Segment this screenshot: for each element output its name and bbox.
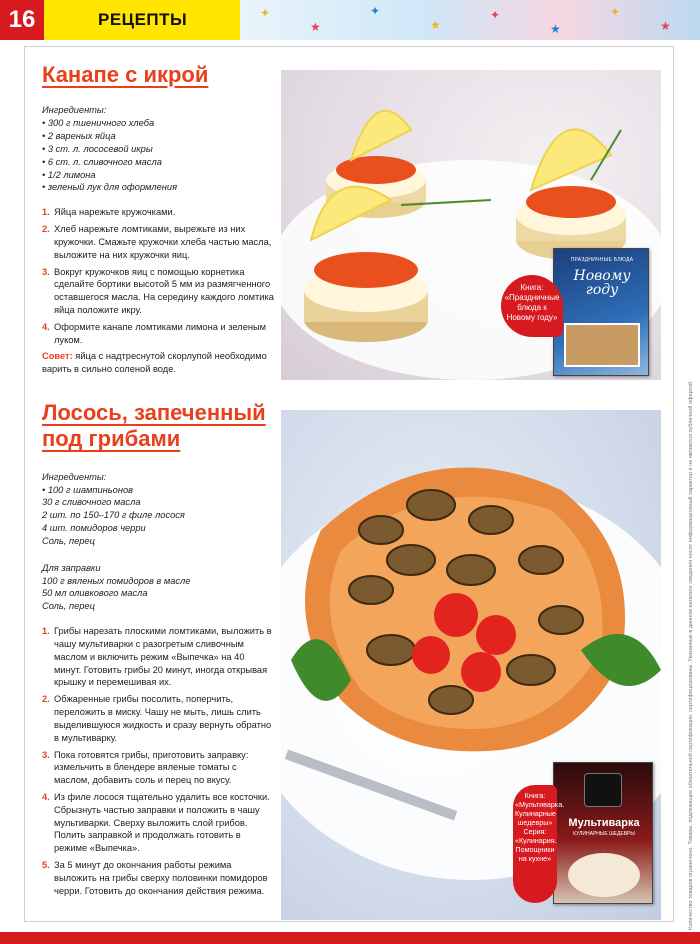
recipe2-ingredients-label: Ингредиенты: [42,471,107,482]
star-icon: ★ [430,18,441,32]
step-item: 3. Вокруг кружочков яиц с помощью корнетика сделайте бортики высотой 5 мм из размягченного оставшегося масла. На середину каждого ломтика яйца положите икру. [42,266,274,315]
recipe2-title-line1: Лосось, запеченный [42,400,266,425]
star-icon: ✦ [260,6,271,20]
ingredient-item: • 3 ст. л. лососевой икры [42,143,274,156]
ingredient-item: 30 г сливочного масла [42,497,141,508]
ingredient-item: 2 шт. по 150–170 г филе лосося [42,510,185,521]
recipe1-advice [42,350,274,376]
book-cover-art [564,323,640,367]
recipe1-title: Канапе с икрой [42,62,209,87]
ingredient-item: • 300 г пшеничного хлеба [42,117,274,130]
footer-bar [0,932,700,944]
book-caption-2: Книга: «Мультиварка. Кулинарные шедевры» Серия: «Кулинария. Помощники на кухне» [513,785,557,903]
star-icon: ✦ [370,4,381,18]
step-item: 1. Яйца нарежьте кружочками. [42,207,176,218]
step-item: 4. Из филе лосося тщательно удалить все косточки. Сбрызнуть частью заправки и положить в чашу мультиварки. Сверху выложить слой грибов. Полить заправкой и продолжать готовить в режиме «Выпечка». [42,792,270,854]
canape-photo [281,70,661,380]
star-icon: ★ [550,22,561,36]
multicooker-icon [584,773,622,807]
recipe2-sauce [42,575,274,613]
page-number: 16 [0,0,44,40]
section-title: РЕЦЕПТЫ [98,10,188,29]
recipe2-ingredients [42,484,274,548]
book-cover-sub: КУЛИНАРНЫЕ ШЕДЕВРЫ [573,831,635,837]
recipe2-steps [42,625,274,898]
step-item: 4. Оформите канапе ломтиками лимона и зеленым луком. [42,321,267,345]
recipe1-ingredients [42,117,274,194]
step-item: 1. Грибы нарезать плоскими ломтиками, выложить в чашу мультиварки с разогретым сливочным маслом и включить режим «Выпечка» на 40 минут. Готовить грибы 20 минут, иногда открывая крышку и перемешивая их. [42,626,272,688]
book-cover-art [568,853,640,897]
book-caption-1: Книга: «Праздничные блюда к Новому году» [501,275,563,337]
ingredient-item: • зеленый лук для оформления [42,181,274,194]
recipe1-text [42,62,274,376]
sauce-item: 50 мл оливкового масла [42,588,148,599]
book-cover-sub: ПРАЗДНИЧНЫЕ БЛЮДА [570,257,634,263]
salmon-photo [281,410,661,920]
star-icon: ★ [660,19,671,33]
sauce-item: Соль, перец [42,601,95,612]
book-cover-title: Новому году [573,268,631,298]
star-icon: ★ [310,20,321,34]
book-cover-1 [553,248,649,376]
recipe2-sauce-label: Для заправки [42,562,101,573]
sauce-item: 100 г вяленых помидоров в масле [42,575,191,586]
legal-side-note: Количество товаров ограничено. Товары, подлежащие обязательной сертификации, сертифицированы. Указанные в данном каталоге сведения носят информационный характер и не являются публичной офертой. [688,380,694,930]
ingredient-item: • 2 вареных яйца [42,130,274,143]
recipe1-steps [42,206,274,346]
header-decoration [240,0,700,40]
recipe1-ingredients-label: Ингредиенты: [42,105,107,116]
star-icon: ✦ [610,5,621,19]
book-cover-title: Мультиварка [568,817,640,829]
ingredient-item: • 6 ст. л. сливочного масла [42,156,274,169]
ingredient-item: • 100 г шампиньонов [42,484,274,497]
ingredient-item: Соль, перец [42,535,95,546]
ingredient-item: • 1/2 лимона [42,169,274,182]
page-header [0,0,700,40]
advice-text: яйца с надтреснутой скорлупой необходимо варить в сильно соленой воде. [42,351,267,375]
star-icon: ✦ [490,8,501,22]
ingredient-item: 4 шт. помидоров черри [42,523,146,534]
step-item: 2. Обжаренные грибы посолить, поперчить, переложить в миску. Чашу не мыть, лишь слить выделившуюся жидкость и сразу вернуть обратно в мультиварку. [42,694,272,743]
recipe2-title-line2: под грибами [42,426,181,452]
recipe2-text [42,400,274,902]
advice-label: Совет: [42,351,73,362]
book-cover-2 [553,762,653,904]
step-item: 2. Хлеб нарежьте ломтиками, вырежьте из них кружочки. Смажьте кружочки хлеба частью масла, выложите на них кружочки яиц. [42,224,272,260]
step-item: 5. За 5 минут до окончания работы режима выложить на грибы сверху половинки помидоров черри. Готовить до окончания действия режима. [42,860,268,896]
step-item: 3. Пока готовятся грибы, приготовить заправку: измельчить в блендере вяленые томаты с маслом, добавить соль и перец по вкусу. [42,749,249,786]
